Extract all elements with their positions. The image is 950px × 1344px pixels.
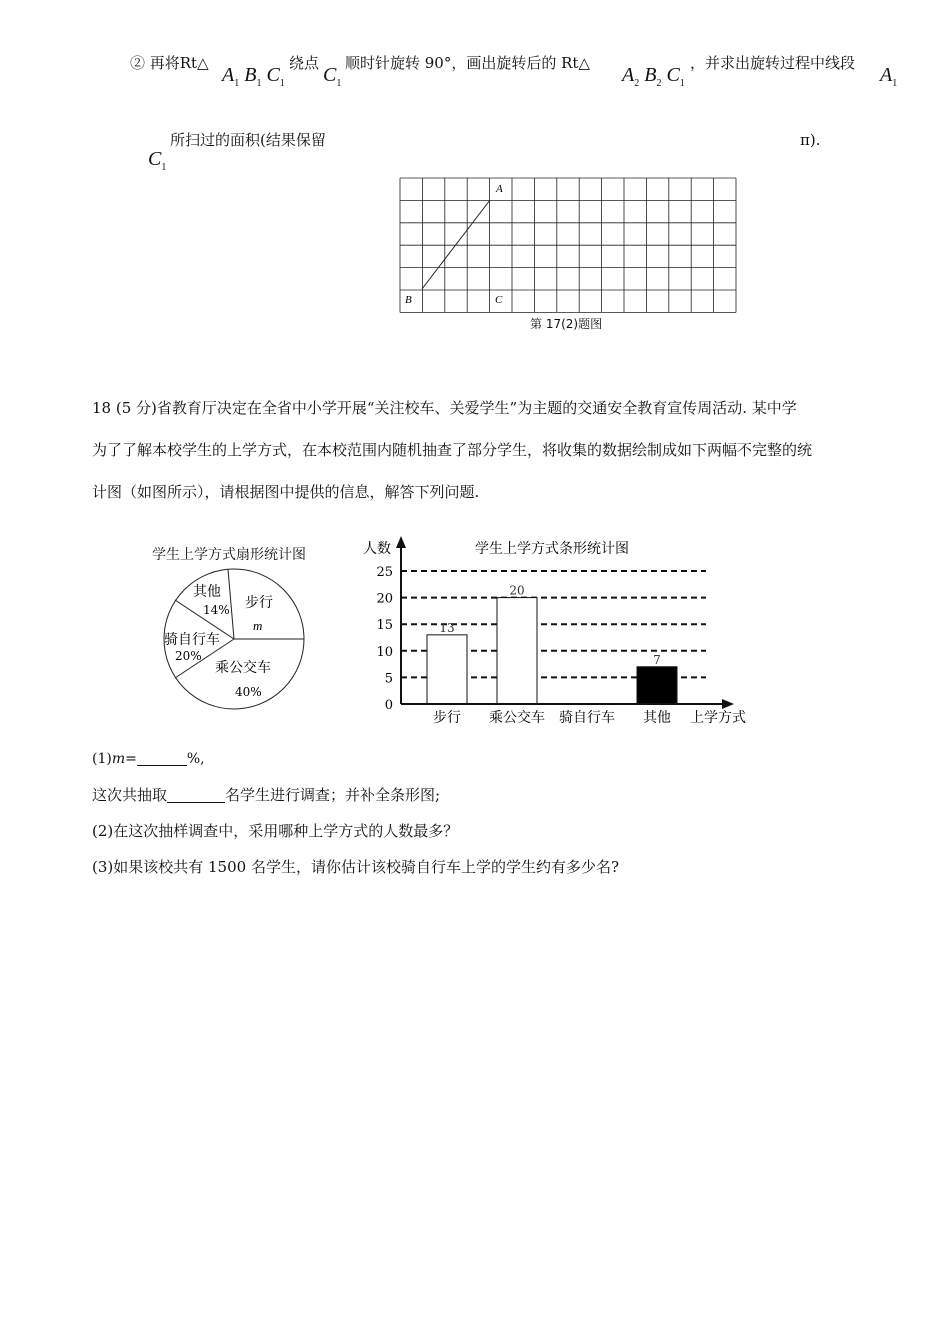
- bar-ytick-label: 15: [376, 618, 393, 634]
- bar-chart-title: 学生上学方式条形统计图: [475, 541, 629, 557]
- pie-pct-bus: 40%: [235, 685, 262, 699]
- bar-category-label: 其他: [643, 710, 671, 726]
- q17-tri1: $A_1$ $B_1$ $C_1$: [222, 64, 285, 89]
- grid-label-a: A: [496, 183, 503, 195]
- grid-label-c: C: [495, 294, 503, 306]
- pie-pct-other: 14%: [203, 603, 230, 617]
- q3: (3)如果该校共有 1500 名学生，请你估计该校骑自行车上学的学生约有多少名?: [92, 858, 620, 876]
- q17-line1-end: ，并求出旋转过程中线段: [690, 54, 856, 72]
- q18-para3: 计图（如图所示），请根据图中提供的信息，解答下列问题.: [92, 483, 480, 501]
- pie-pct-bike: 20%: [175, 649, 202, 663]
- bar-value-label: 13: [439, 620, 455, 635]
- pie-pct-walk: m: [253, 618, 263, 633]
- bar-xticks: [433, 709, 671, 726]
- bar-ytick-label: 20: [376, 591, 393, 607]
- bar-yticks: [376, 565, 393, 713]
- q17-around: 绕点: [289, 54, 320, 72]
- bar-value-label: 7: [653, 652, 661, 667]
- pie-title: 学生上学方式扇形统计图: [152, 547, 306, 563]
- bar-marks: [427, 584, 677, 704]
- q18-para1: 18 (5 分)省教育厅决定在全省中小学开展“关注校车、关爱学生”为主题的交通安全教育宣传周活动. 某中学: [92, 399, 797, 417]
- q17-line2: 所扫过的面积(结果保留: [170, 131, 326, 149]
- answer-blank-total[interactable]: [167, 788, 225, 803]
- bar-ytick-label: 10: [376, 644, 393, 660]
- q17-point: $C_1$: [323, 64, 342, 89]
- bar-1: [497, 598, 537, 704]
- q17-seg-c: $C_1$: [148, 148, 167, 173]
- q1a: (1)m= %,: [92, 751, 205, 767]
- q17-tri2: $A_2$ $B_2$ $C_1$: [622, 64, 685, 89]
- bar-x-arrow: [722, 699, 734, 709]
- q1b: 这次共抽取 名学生进行调查；并补全条形图;: [92, 786, 441, 804]
- q17-line1-mid: 顺时针旋转 90°，画出旋转后的 Rt△: [345, 54, 590, 72]
- bar-ytick-label: 5: [384, 671, 393, 687]
- bar-chart-ylabel: 人数: [363, 541, 391, 557]
- bar-category-label: 步行: [433, 710, 461, 726]
- answer-blank-m[interactable]: [137, 751, 187, 766]
- bar-0: [427, 635, 467, 704]
- grid-label-b: B: [405, 294, 412, 306]
- q17-seg-a: $A_1$: [880, 64, 898, 89]
- pie-label-other: 其他: [193, 584, 221, 600]
- grid-caption: 第 17(2)题图: [530, 317, 603, 331]
- q2: (2)在这次抽样调查中，采用哪种上学方式的人数最多？: [92, 822, 459, 840]
- bar-value-label: 20: [509, 583, 525, 598]
- q17-line2-end: π).: [800, 131, 821, 149]
- q18-para2: 为了了解本校学生的上学方式，在本校范围内随机抽查了部分学生，将收集的数据绘制成如下两幅不完整的统: [92, 441, 813, 459]
- bar-category-label: 乘公交车: [489, 710, 545, 726]
- bar-category-label: 骑自行车: [559, 710, 615, 726]
- bar-3: [637, 667, 677, 704]
- bar-ytick-label: 0: [384, 698, 393, 713]
- pie-label-bike: 骑自行车: [164, 632, 220, 648]
- q17-line1-prefix: ② 再将Rt△: [130, 54, 209, 72]
- bar-y-arrow: [396, 536, 406, 548]
- pie-label-bus: 乘公交车: [215, 660, 271, 676]
- bar-ytick-label: 25: [376, 565, 393, 580]
- bar-chart-xlabel: 上学方式: [690, 710, 746, 726]
- pie-label-walk: 步行: [245, 595, 273, 611]
